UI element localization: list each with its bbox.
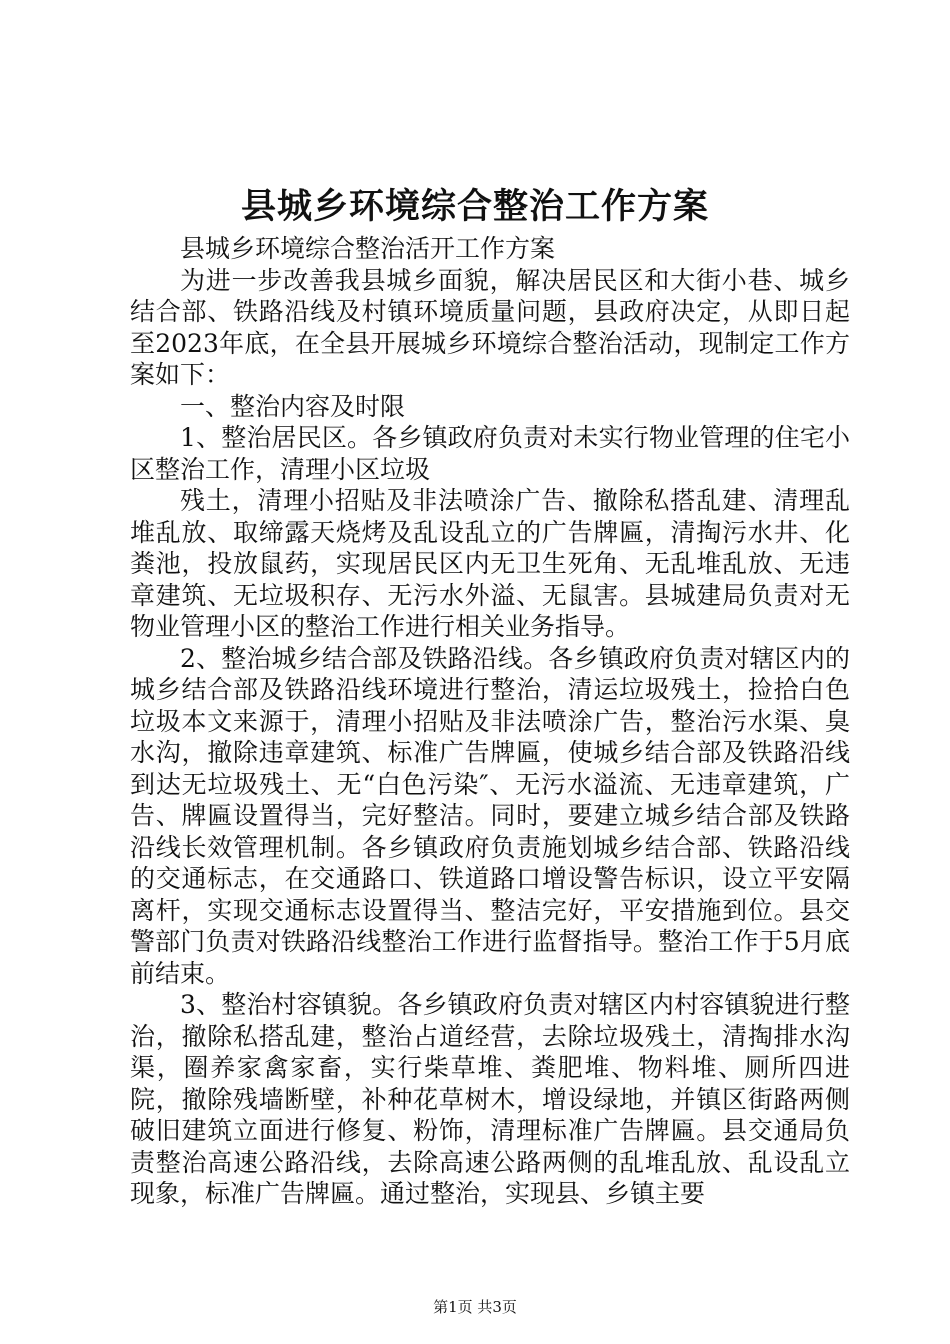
page-footer: 第1页 共3页 bbox=[433, 1298, 517, 1316]
paragraph-item-3: 3、整治村容镇貌。各乡镇政府负责对辖区内村容镇貌进行整治，撤除私搭乱建，整治占道经营，去除垃圾残土，清掏排水沟渠，圈养家禽家畜，实行柴草堆、粪肥堆、物料堆、厕所四进院，撤除残墙断壁，补种花草树木，增设绿地，并镇区街路两侧破旧建筑立面进行修复、粉饰，清理标准广告牌匾。县交通局负责整治高速公路沿线，去除高速公路两侧的乱堆乱放、乱设乱立现象，标准广告牌匾。通过整治，实现县、乡镇主要 bbox=[130, 990, 850, 1208]
paragraph-item-2: 2、整治城乡结合部及铁路沿线。各乡镇政府负责对辖区内的城乡结合部及铁路沿线环境进行整治，清运垃圾残土，捡拾白色垃圾本文来源于，清理小招贴及非法喷涂广告，整治污水渠、臭水沟，撤除违章建筑、标准广告牌匾，使城乡结合部及铁路沿线到达无垃圾残土、无“白色污染″、无污水溢流、无违章建筑，广告、牌匾设置得当，完好整洁。同时，要建立城乡结合部及铁路沿线长效管理机制。各乡镇政府负责施划城乡结合部、铁路沿线的交通标志，在交通路口、铁道路口增设警告标识，设立平安隔离杆，实现交通标志设置得当、整洁完好，平安措施到位。县交警部门负责对铁路沿线整治工作进行监督指导。整治工作于5月底前结束。 bbox=[130, 643, 850, 988]
document-body bbox=[130, 233, 850, 1210]
document-title: 县城乡环境综合整治工作方案 bbox=[240, 186, 709, 227]
paragraph-intro: 为进一步改善我县城乡面貌，解决居民区和大街小巷、城乡结合部、铁路沿线及村镇环境质量问题，县政府决定，从即日起至2023年底，在全县开展城乡环境综合整治活动，现制定工作方案如下： bbox=[130, 265, 850, 389]
paragraph-item-1-continued: 残土，清理小招贴及非法喷涂广告、撤除私搭乱建、清理乱堆乱放、取缔露天烧烤及乱设乱立的广告牌匾，清掏污水井、化粪池，投放鼠药，实现居民区内无卫生死角、无乱堆乱放、无违章建筑、无垃圾积存、无污水外溢、无鼠害。县城建局负责对无物业管理小区的整治工作进行相关业务指导。 bbox=[130, 486, 850, 641]
section-heading: 一、整治内容及时限 bbox=[180, 391, 406, 421]
paragraph-subtitle: 县城乡环境综合整治活开工作方案 bbox=[180, 234, 556, 263]
paragraph-item-1: 1、整治居民区。各乡镇政府负责对未实行物业管理的住宅小区整治工作，清理小区垃圾 bbox=[130, 423, 850, 484]
